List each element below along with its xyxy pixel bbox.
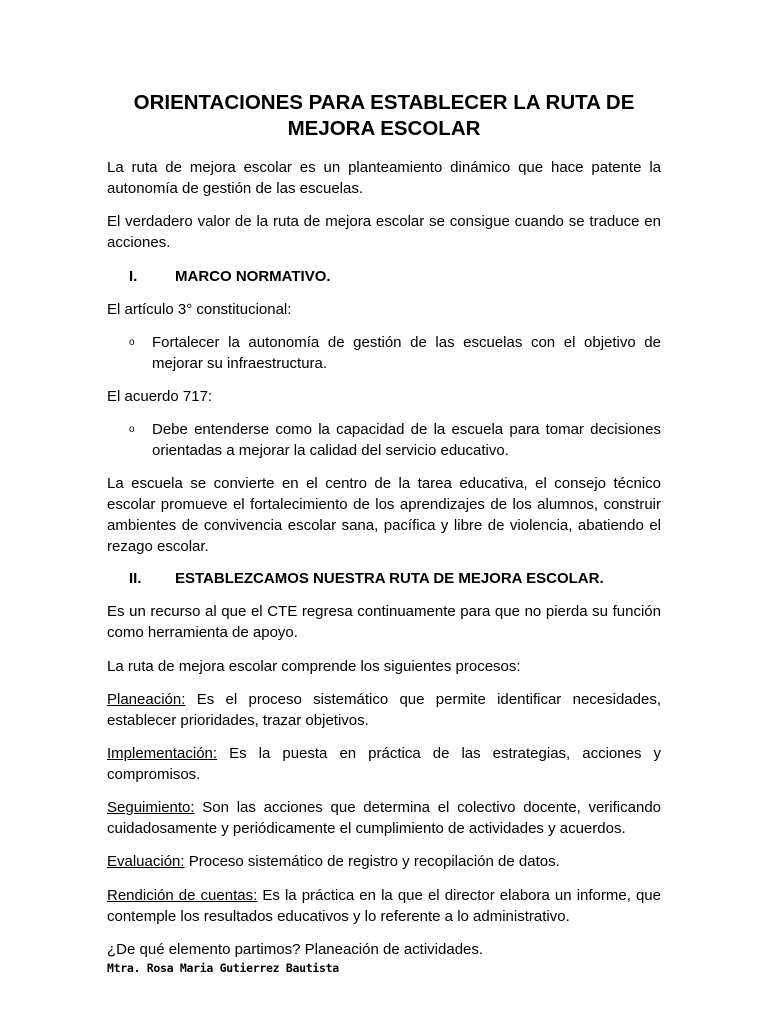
process-rendicion <box>107 885 661 927</box>
process-text: Es la puesta en práctica de las estrategias, acciones y compromisos. <box>107 745 661 783</box>
process-seguimiento <box>107 797 661 839</box>
processes-intro: La ruta de mejora escolar comprende los siguientes procesos: <box>107 658 521 675</box>
process-term: Seguimiento: <box>107 799 195 816</box>
section-1-number: I. <box>129 268 138 285</box>
title-line-2: MEJORA ESCOLAR <box>287 117 481 140</box>
process-term: Implementación: <box>107 745 218 762</box>
closing-question: ¿De qué elemento partimos? Planeación de actividades. <box>107 941 484 958</box>
author-footer: Mtra. Rosa Maria Gutierrez Bautista <box>107 961 339 975</box>
process-term: Rendición de cuentas: <box>107 887 258 904</box>
process-text: Es la práctica en la que el director elabora un informe, que contemple los resultados educativos y lo referente a lo administrativo. <box>107 887 661 925</box>
title-line-1: ORIENTACIONES PARA ESTABLECER LA RUTA DE <box>133 91 635 114</box>
process-text: Es el proceso sistemático que permite identificar necesidades, establecer prioridades, trazar objetivos. <box>107 691 661 729</box>
process-planeacion <box>107 689 661 731</box>
process-term: Planeación: <box>107 691 186 708</box>
process-text: Proceso sistemático de registro y recopilación de datos. <box>184 853 560 870</box>
bullet-icon: o <box>129 424 135 435</box>
process-term: Evaluación: <box>107 853 185 870</box>
section-2-number: II. <box>129 570 142 587</box>
intro-paragraph-2: El verdadero valor de la ruta de mejora escolar se consigue cuando se traduce en acciones. <box>107 213 661 251</box>
document-title <box>107 90 661 142</box>
bullet-icon: o <box>129 337 135 348</box>
section-1-paragraph: La escuela se convierte en el centro de la tarea educativa, el consejo técnico escolar promueve el fortalecimiento de los aprendizajes de los alumnos, construir ambientes de convivencia escolar sana, pacífica y libre de violencia, abatiendo el rezago escolar. <box>107 475 661 555</box>
section-2-title: ESTABLEZCAMOS NUESTRA RUTA DE MEJORA ESCOLAR. <box>175 570 604 587</box>
section-1-title: MARCO NORMATIVO. <box>175 268 331 285</box>
article-bullet-text: Fortalecer la autonomía de gestión de las escuelas con el objetivo de mejorar su infraestructura. <box>152 334 661 372</box>
intro-paragraph-1: La ruta de mejora escolar es un planteamiento dinámico que hace patente la autonomía de gestión de las escuelas. <box>107 159 661 197</box>
article-label: El artículo 3° constitucional: <box>107 301 292 318</box>
agreement-label: El acuerdo 717: <box>107 388 213 405</box>
process-text: Son las acciones que determina el colectivo docente, verificando cuidadosamente y periódicamente el cumplimiento de actividades y acuerdos. <box>107 799 661 837</box>
process-evaluacion <box>107 851 661 872</box>
process-implementacion <box>107 743 661 785</box>
agreement-bullet-text: Debe entenderse como la capacidad de la escuela para tomar decisiones orientadas a mejorar la calidad del servicio educativo. <box>152 421 661 459</box>
section-2-paragraph: Es un recurso al que el CTE regresa continuamente para que no pierda su función como herramienta de apoyo. <box>107 603 661 641</box>
